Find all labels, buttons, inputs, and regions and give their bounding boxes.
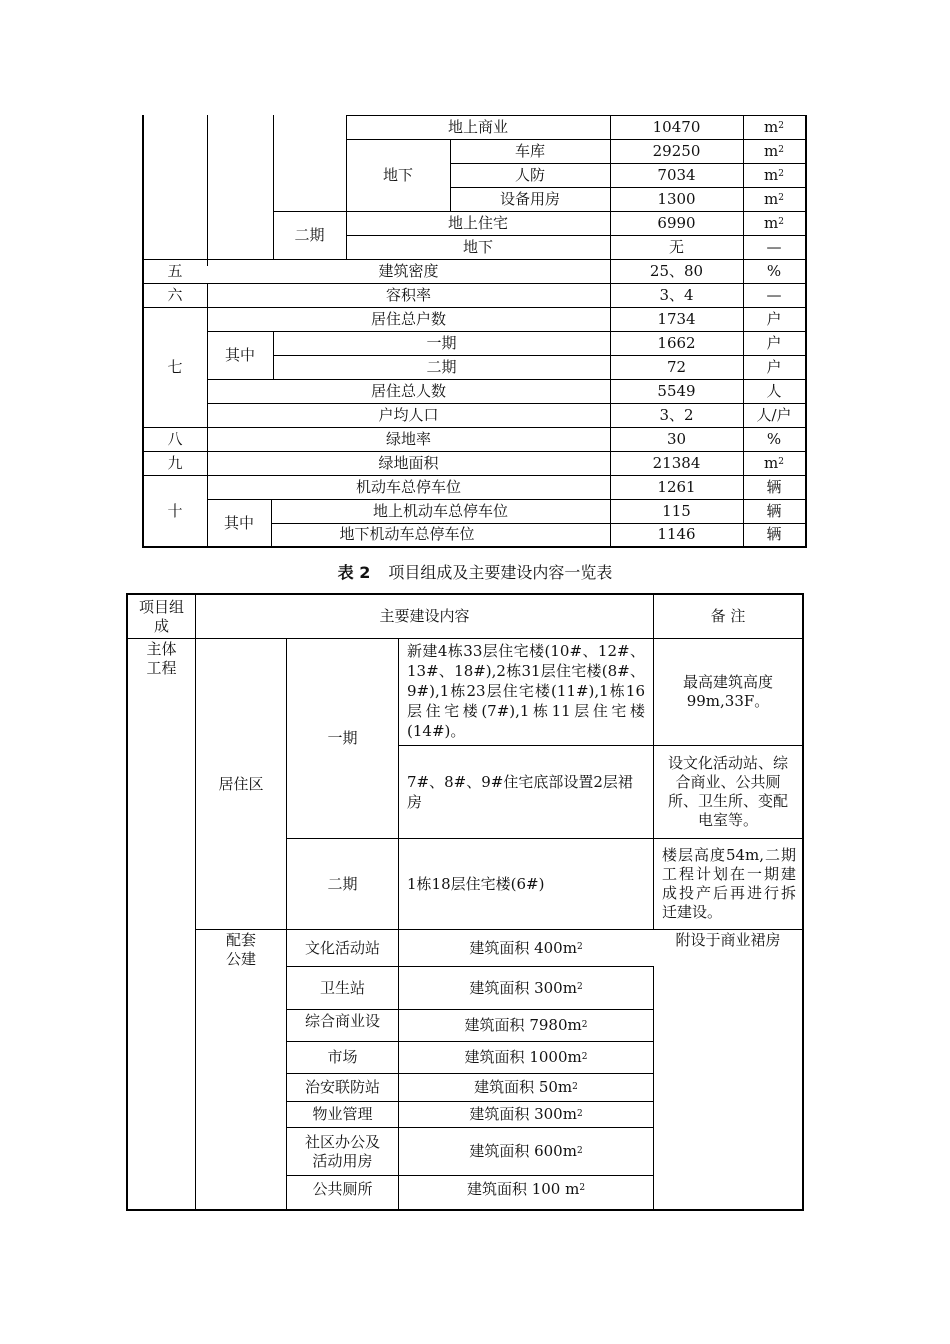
t2-facility-name: 卫生站 (319, 978, 365, 997)
t2-facility-area: 建筑面积 1000m $^2$ (464, 1048, 588, 1066)
t1-r10-unit: 户 (766, 333, 782, 352)
t1-underground-group: 地下 (382, 165, 413, 184)
t1-r15-unit: m $^2$ (764, 453, 784, 472)
t1-r16-unit: 辆 (766, 477, 782, 496)
t1-r14-item: 绿地率 (385, 429, 431, 448)
t1-r8-item: 容积率 (385, 285, 431, 304)
t1-r17-unit: 辆 (766, 501, 782, 520)
t1-r14-unit: % (766, 429, 782, 448)
t1-r8-unit: — (766, 285, 782, 304)
t2-facilities-note: 附设于商业裙房 (675, 931, 781, 949)
t1-r3-value: 7034 (657, 165, 696, 184)
t2-phase1-content-b: 7#、8#、9#住宅底部设置2层裙房 (407, 773, 633, 811)
t1-r13-item: 户均人口 (378, 405, 439, 424)
t1-r1-unit: m $^2$ (764, 117, 784, 136)
t1-r9-no: 七 (167, 357, 183, 376)
t1-r9-item: 居住总户数 (370, 309, 446, 328)
t2-header-col3: 备 注 (710, 607, 746, 625)
t2-phase1-content-a: 新建4栋33层住宅楼(10#、12#、13#、18#),2栋31层住宅楼(8#、9#),1栋23层住宅楼(11#),1栋16层住宅楼(7#),1栋11层住宅楼(14#)。 (407, 642, 645, 740)
t2-facility-name: 治安联防站 (304, 1078, 380, 1096)
t1-r17-item: 地上机动车总停车位 (372, 501, 508, 520)
t2-phase2-note: 楼层高度54m,二期工程计划在一期建成投产后再进行拆迁建设。 (662, 846, 796, 921)
t1-r2-value: 29250 (652, 141, 701, 160)
t2-facility-name: 公共厕所 (312, 1179, 373, 1198)
t1-r6-value: 无 (668, 237, 684, 256)
t2-main-project: 主体工程 (146, 640, 177, 677)
table-2-caption (0, 560, 950, 583)
t2-header-col2: 主要建设内容 (379, 607, 470, 625)
t1-r9-unit: 户 (766, 309, 782, 328)
t2-phase1-note-b: 设文化活动站、综合商业、公共厕所、卫生所、变配电室等。 (667, 754, 788, 829)
t2-facility-area: 建筑面积 300m $^2$ (469, 978, 583, 997)
t1-r16-value: 1261 (657, 477, 696, 496)
t2-facility-area: 建筑面积 100 m $^2$ (466, 1179, 586, 1198)
t2-facility-name: 社区办公及活动用房 (304, 1132, 380, 1170)
t2-facility-name: 文化活动站 (304, 938, 380, 957)
t1-r7-item: 建筑密度 (378, 261, 439, 280)
t1-r2-item: 车库 (514, 141, 545, 160)
t1-r11-item: 二期 (426, 357, 457, 376)
t1-r3-item: 人防 (514, 165, 545, 184)
t2-facility-area: 建筑面积 300m $^2$ (469, 1105, 583, 1123)
t2-facilities-label: 配套公建 (225, 931, 256, 968)
caption-label: 表 2 (337, 563, 371, 582)
t1-r12-unit: 人 (766, 381, 782, 400)
t1-r12-item: 居住总人数 (370, 381, 446, 400)
t2-phase2-label: 二期 (327, 874, 358, 893)
t1-r8-value: 3、4 (659, 285, 694, 304)
t1-r4-unit: m $^2$ (764, 189, 784, 208)
t1-r11-unit: 户 (766, 357, 782, 376)
t1-r7-no: 五 (167, 261, 183, 280)
t1-r3-unit: m $^2$ (764, 165, 784, 184)
t1-r5-value: 6990 (657, 213, 696, 232)
t1-r10-sub: 其中 (224, 345, 255, 364)
t1-r16-item: 机动车总停车位 (355, 477, 461, 496)
t2-phase2-content: 1栋18层住宅楼(6#) (407, 874, 545, 893)
t1-r2-unit: m $^2$ (764, 141, 784, 160)
t1-r11-value: 72 (666, 357, 687, 376)
t1-r15-item: 绿地面积 (378, 453, 439, 472)
t1-r1-value: 10470 (652, 117, 701, 136)
t1-r14-value: 30 (666, 429, 687, 448)
t1-phase2-label: 二期 (294, 225, 325, 244)
t1-r18-item: 地下机动车总停车位 (339, 525, 475, 543)
t1-r14-no: 八 (167, 429, 183, 448)
t1-r6-item: 地下 (462, 237, 493, 256)
t1-r13-unit: 人/户 (756, 405, 792, 424)
t1-r15-no: 九 (167, 453, 183, 472)
t1-r5-item: 地上住宅 (447, 213, 508, 232)
t1-r4-item: 设备用房 (499, 189, 560, 208)
t1-r13-value: 3、2 (659, 405, 694, 424)
t2-header-col1: 项目组成 (138, 597, 184, 635)
t1-r18-unit: 辆 (766, 525, 782, 543)
t2-phase1-label: 一期 (327, 729, 358, 747)
t2-facility-name: 综合商业设 (304, 1012, 380, 1030)
t2-facility-area: 建筑面积 7980m $^2$ (464, 1016, 588, 1034)
t1-r17-value: 115 (662, 501, 691, 520)
t1-r6-unit: — (766, 237, 782, 256)
t1-r1-item: 地上商业 (447, 117, 508, 136)
t2-residential: 居住区 (218, 774, 264, 793)
t1-r10-value: 1662 (657, 333, 696, 352)
t1-r8-no: 六 (167, 285, 183, 304)
t1-r7-value: 25、80 (649, 261, 704, 280)
t1-r16-no: 十 (167, 501, 183, 520)
t1-r12-value: 5549 (657, 381, 696, 400)
t1-r10-item: 一期 (426, 333, 457, 352)
t1-r4-value: 1300 (657, 189, 696, 208)
t1-r5-unit: m $^2$ (764, 213, 784, 232)
t1-r18-value: 1146 (657, 525, 696, 543)
t2-phase1-note-a: 最高建筑高度99m,33F。 (682, 673, 773, 710)
t2-facility-name: 物业管理 (312, 1105, 373, 1123)
t1-r15-value: 21384 (652, 453, 701, 472)
t2-facility-name: 市场 (327, 1048, 358, 1066)
t2-facility-area: 建筑面积 400m $^2$ (469, 938, 583, 957)
t2-facility-area: 建筑面积 600m $^2$ (469, 1142, 583, 1160)
t2-facility-area: 建筑面积 50m $^2$ (474, 1078, 578, 1096)
caption-text: 项目组成及主要建设内容一览表 (388, 563, 613, 582)
t1-r17-sub: 其中 (223, 513, 254, 532)
t1-r7-unit: % (766, 261, 782, 280)
t1-r9-value: 1734 (657, 309, 696, 328)
